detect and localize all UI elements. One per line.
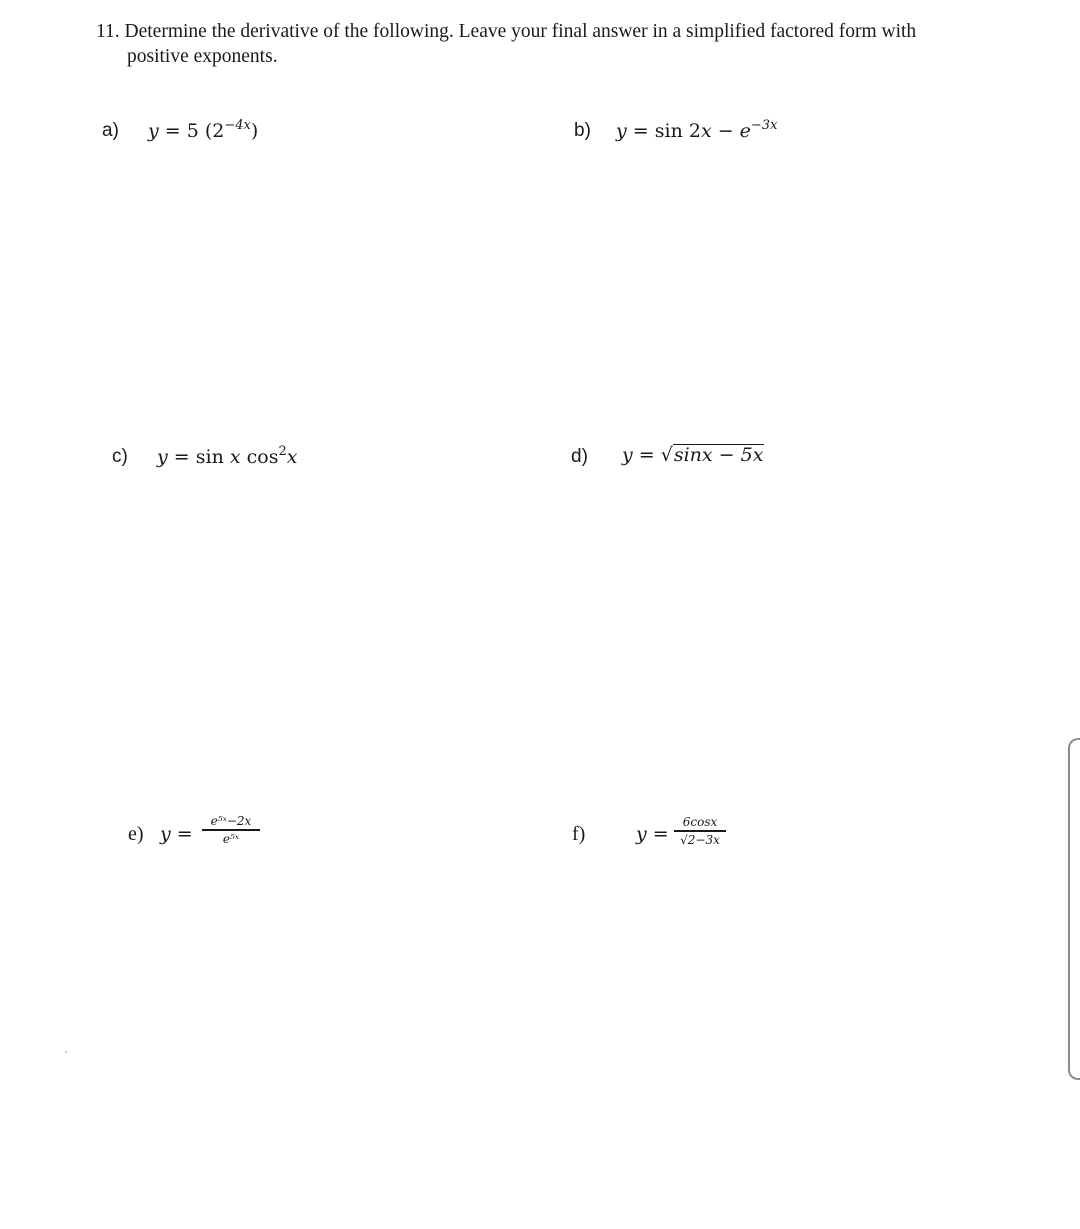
part-b-e: e	[739, 120, 751, 142]
part-e-numerator: e⁵ˣ−2x	[210, 814, 252, 828]
part-f-y: y	[636, 823, 647, 845]
stray-mark	[65, 1051, 67, 1053]
part-f-denominator: √2−3x	[680, 832, 720, 847]
part-f-numerator: 6cosx	[682, 815, 718, 829]
part-e-eq: =	[176, 823, 193, 845]
part-b-label: b)	[574, 120, 591, 141]
part-f-fraction-bar	[674, 830, 726, 832]
part-d-radicand: sinx − 5x	[673, 444, 764, 466]
part-b-eq: = sin 2	[632, 120, 701, 142]
question-text: Determine the derivative of the following. Leave your final answer in a simplified factored form with	[124, 21, 917, 42]
instruction-line-1	[96, 19, 1026, 44]
part-d-sqrt	[661, 444, 765, 466]
part-c-exponent: 2	[278, 444, 287, 459]
part-e-lhs	[160, 823, 193, 845]
part-b-expression	[616, 118, 777, 142]
part-f-lhs	[636, 823, 669, 845]
part-d-expression	[622, 444, 764, 466]
question-number: 11.	[96, 21, 120, 42]
part-c-y: y	[157, 446, 168, 468]
part-e-fraction-bar	[202, 829, 260, 831]
part-c-label: c)	[112, 446, 128, 467]
part-a-close: )	[250, 120, 259, 142]
part-b-minus: −	[711, 120, 740, 142]
part-a-label: a)	[102, 120, 119, 141]
part-e-fraction	[202, 814, 260, 846]
part-d-eq: =	[638, 444, 655, 466]
part-a-exponent: −4x	[224, 118, 251, 133]
part-e-label: e)	[128, 823, 144, 845]
part-a-expression	[148, 118, 258, 142]
part-d-y: y	[622, 444, 633, 466]
part-f-label: f)	[572, 823, 586, 845]
part-b-x: x	[700, 120, 712, 142]
part-e-y: y	[160, 823, 171, 845]
part-c-x1: x	[229, 446, 241, 468]
part-c-cos: cos	[246, 446, 279, 468]
part-c-eq: = sin	[173, 446, 224, 468]
part-a-y: y	[148, 120, 159, 142]
side-frame-bracket	[1068, 738, 1080, 1080]
part-f-eq: =	[652, 823, 669, 845]
part-b-exponent: −3x	[750, 118, 778, 133]
part-b-y: y	[616, 120, 627, 142]
part-c-x2: x	[286, 446, 298, 468]
part-d-label: d)	[571, 446, 588, 467]
part-e-denominator: e⁵ˣ	[222, 831, 240, 846]
radical-sign-icon: √	[660, 444, 673, 466]
part-c-expression	[157, 444, 297, 468]
part-f-fraction	[674, 815, 726, 847]
question-instructions	[96, 19, 1026, 69]
instruction-line-2: positive exponents.	[127, 46, 278, 67]
part-a-eq: = 5 (2	[164, 120, 225, 142]
